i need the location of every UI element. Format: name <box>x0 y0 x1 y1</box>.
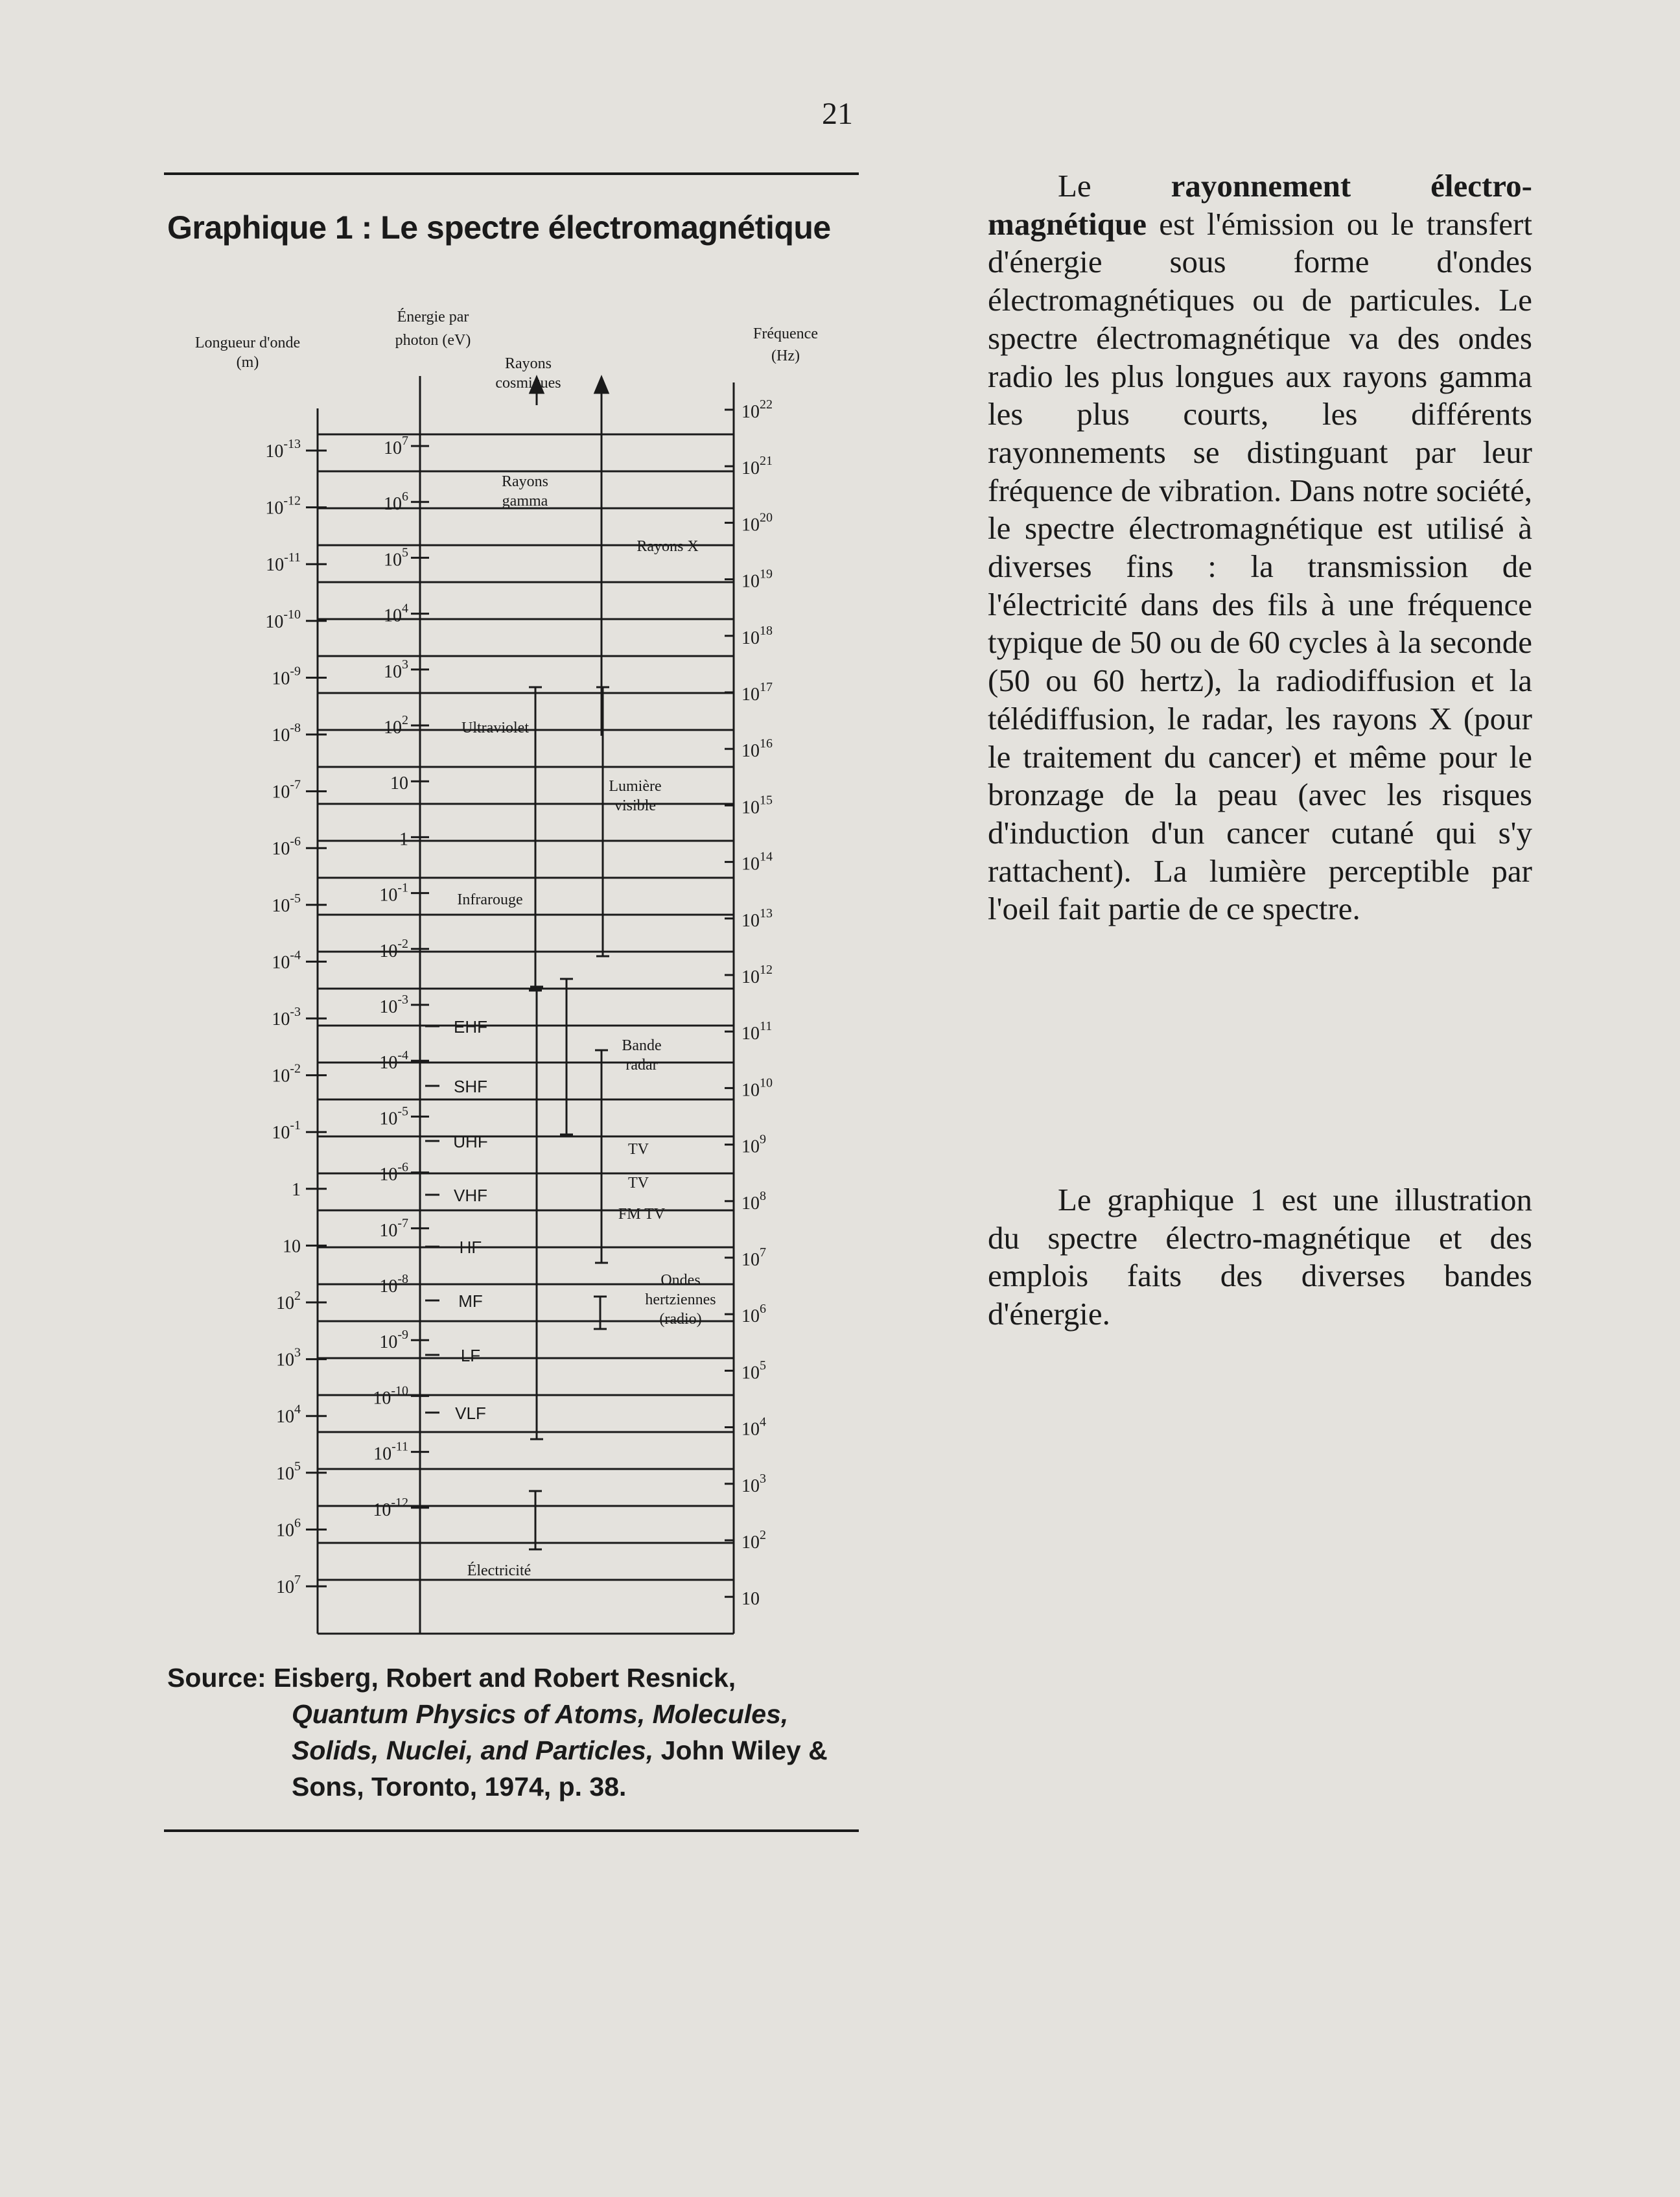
frequency-tick-label: $10^{19}$ <box>741 567 773 592</box>
region-label: Ondes hertziennes (radio) <box>645 1272 716 1328</box>
energy-tick-label: $10^2$ <box>384 713 408 738</box>
region-label: Rayons gamma <box>502 473 548 510</box>
energy-tick-label: $10^{-3}$ <box>379 993 408 1017</box>
wavelength-tick-label: $10^{-12}$ <box>265 493 301 519</box>
energy-tick-label: $10^{-12}$ <box>373 1495 408 1520</box>
region-label: Rayons X <box>636 538 699 555</box>
region-label: Lumière visible <box>609 778 662 814</box>
region-label: TV <box>628 1141 649 1158</box>
para1-first-word: Le <box>1058 168 1091 204</box>
wavelength-tick-label: $10^{-2}$ <box>272 1061 301 1087</box>
frequency-tick-label: $10^6$ <box>741 1302 766 1327</box>
region-label: Électricité <box>467 1562 531 1579</box>
band-label-vlf: VLF <box>455 1404 486 1423</box>
body-paragraph-1 <box>988 167 1532 928</box>
frequency-tick-label: $10^{12}$ <box>741 963 773 987</box>
wavelength-tick-label: $10^{-4}$ <box>272 948 301 973</box>
para2-text: Le graphique 1 est une illustration du spectre électro-magnétique et des emplois faits des diverses bandes d'énergie. <box>988 1182 1532 1332</box>
frequency-tick-label: $10^{11}$ <box>741 1019 773 1044</box>
source-line2: Quantum Physics of Atoms, Molecules, <box>292 1699 789 1729</box>
energy-tick-label: $10^{-10}$ <box>373 1383 408 1409</box>
source-line3-italic: Solids, Nuclei, and Particles, <box>292 1735 654 1765</box>
frequency-tick-label: $10^{16}$ <box>741 736 773 762</box>
energy-tick-label: 1 <box>399 829 408 850</box>
frequency-tick-label: $10^{10}$ <box>741 1075 773 1101</box>
wavelength-tick-label: $10^{-9}$ <box>272 664 301 689</box>
wavelength-tick-label: $10^{-5}$ <box>272 891 301 916</box>
region-label: Ultraviolet <box>461 720 529 736</box>
wavelength-tick-label: $10^{-1}$ <box>272 1118 301 1144</box>
energy-tick-label: $10^{-7}$ <box>379 1216 408 1241</box>
source-line3-rest: John Wiley & <box>653 1735 828 1765</box>
frequency-tick-label: $10^7$ <box>741 1245 766 1270</box>
frequency-tick-label: $10^{14}$ <box>741 849 773 875</box>
frequency-tick-label: $10^2$ <box>741 1528 766 1553</box>
energy-tick-label: $10^{-4}$ <box>379 1048 408 1074</box>
region-label: Rayons cosmiques <box>495 355 561 392</box>
band-label-hf: HF <box>459 1238 482 1257</box>
frequency-tick-label: $10^{13}$ <box>741 906 773 931</box>
region-label: TV <box>628 1175 649 1192</box>
wavelength-tick-label: $10^{-6}$ <box>272 834 301 860</box>
figure-source <box>167 1660 854 1805</box>
band-label-uhf: UHF <box>453 1132 488 1151</box>
energy-tick-label: $10^{-11}$ <box>373 1439 408 1464</box>
wavelength-tick-label: $10^{-7}$ <box>272 777 301 803</box>
wavelength-tick-label: 1 <box>292 1179 301 1200</box>
band-label-shf: SHF <box>454 1077 487 1096</box>
energy-tick-label: $10^6$ <box>384 489 408 515</box>
wavelength-tick-label: 10 <box>283 1236 301 1257</box>
energy-header-line1: Énergie par <box>397 309 469 325</box>
wavelength-tick-label: $10^2$ <box>276 1289 301 1313</box>
band-label-mf: MF <box>458 1291 483 1311</box>
frequency-tick-label: $10^{15}$ <box>741 793 773 818</box>
band-label-vhf: VHF <box>454 1186 487 1205</box>
source-line4: Sons, Toronto, 1974, p. 38. <box>292 1772 627 1802</box>
wavelength-tick-label: $10^4$ <box>276 1402 301 1427</box>
energy-tick-label: $10^{-9}$ <box>379 1328 408 1353</box>
figure-title: Graphique 1 : Le spectre électromagnétique <box>167 209 831 246</box>
page-number: 21 <box>822 97 853 131</box>
figure-bottom-rule <box>164 1829 859 1832</box>
wavelength-tick-label: $10^{-10}$ <box>265 607 301 632</box>
frequency-tick-label: $10^9$ <box>741 1132 766 1157</box>
frequency-header-line2: (Hz) <box>771 347 800 364</box>
energy-tick-label: $10^{-6}$ <box>379 1160 408 1185</box>
wavelength-tick-label: $10^7$ <box>276 1573 301 1597</box>
band-label-lf: LF <box>460 1346 481 1365</box>
wavelength-tick-label: $10^{-11}$ <box>266 550 301 576</box>
energy-tick-label: $10^{-2}$ <box>379 936 408 961</box>
xray-arrow-head <box>595 377 608 393</box>
body-paragraph-2 <box>988 1181 1532 1333</box>
band-label-ehf: EHF <box>454 1017 487 1037</box>
frequency-tick-label: $10^4$ <box>741 1415 766 1440</box>
energy-tick-label: $10^4$ <box>384 601 408 626</box>
wavelength-tick-label: $10^3$ <box>276 1345 301 1370</box>
region-label: FM TV <box>618 1206 666 1223</box>
frequency-tick-label: $10^8$ <box>741 1188 766 1214</box>
wavelength-tick-label: $10^6$ <box>276 1516 301 1541</box>
frequency-tick-label: $10^5$ <box>741 1358 766 1383</box>
frequency-tick-label: $10^{20}$ <box>741 510 773 535</box>
region-label: Bande radar <box>622 1037 662 1074</box>
frequency-tick-label: 10 <box>741 1589 760 1610</box>
frequency-tick-label: $10^{18}$ <box>741 623 773 648</box>
region-label: Infrarouge <box>457 891 523 908</box>
frequency-tick-label: $10^3$ <box>741 1471 766 1496</box>
frequency-header-line1: Fréquence <box>753 325 818 342</box>
spectrum-diagram <box>162 305 818 1653</box>
energy-tick-label: $10^5$ <box>384 545 408 570</box>
wavelength-tick-label: $10^{-3}$ <box>272 1005 301 1029</box>
energy-tick-label: $10^3$ <box>384 657 408 682</box>
energy-tick-label: $10^{-5}$ <box>379 1104 408 1129</box>
source-line1: Eisberg, Robert and Robert Resnick, <box>274 1663 736 1693</box>
energy-tick-label: $10^{-8}$ <box>379 1272 408 1297</box>
source-label: Source: <box>167 1663 266 1693</box>
wavelength-tick-label: $10^{-13}$ <box>265 437 301 462</box>
frequency-tick-label: $10^{22}$ <box>741 397 773 422</box>
wavelength-tick-label: $10^{-8}$ <box>272 721 301 746</box>
wavelength-header-line1: Longueur d'onde <box>194 335 301 351</box>
frequency-tick-label: $10^{21}$ <box>741 454 773 479</box>
energy-header-line2: photon (eV) <box>395 332 471 349</box>
wavelength-header-line2: (m) <box>236 354 259 371</box>
figure-top-rule <box>164 172 859 175</box>
energy-tick-label: $10^{-1}$ <box>379 880 408 906</box>
energy-tick-label: 10 <box>390 773 408 794</box>
energy-tick-label: $10^7$ <box>384 434 408 458</box>
para1-term: rayonnement électro-magnétique <box>988 168 1532 242</box>
para1-text: est l'émission ou le transfert d'énergie sous forme d'ondes électromagnétiques ou de particules. Le spectre électromagnétique va des ondes radio les plus longues aux rayons gamma les plus courts, les différents rayonnements se distinguant par leur fréquence de vibration. Dans notre société, le spectre électromagnétique est utilisé à diverses fins : la transmission de l'électricité dans des fils à une fréquence typique de 50 ou de 60 cycles à la seconde (50 ou 60 hertz), la radiodiffusion et la télédiffusion, le radar, les rayons X (pour le traitement du cancer) et même pour le bronzage de la peau (avec les risques d'induction d'un cancer cutané qui s'y rattachent). La lumière perceptible par l'oeil fait partie de ce spectre. <box>988 206 1532 927</box>
wavelength-tick-label: $10^5$ <box>276 1459 301 1484</box>
frequency-tick-label: $10^{17}$ <box>741 680 773 705</box>
